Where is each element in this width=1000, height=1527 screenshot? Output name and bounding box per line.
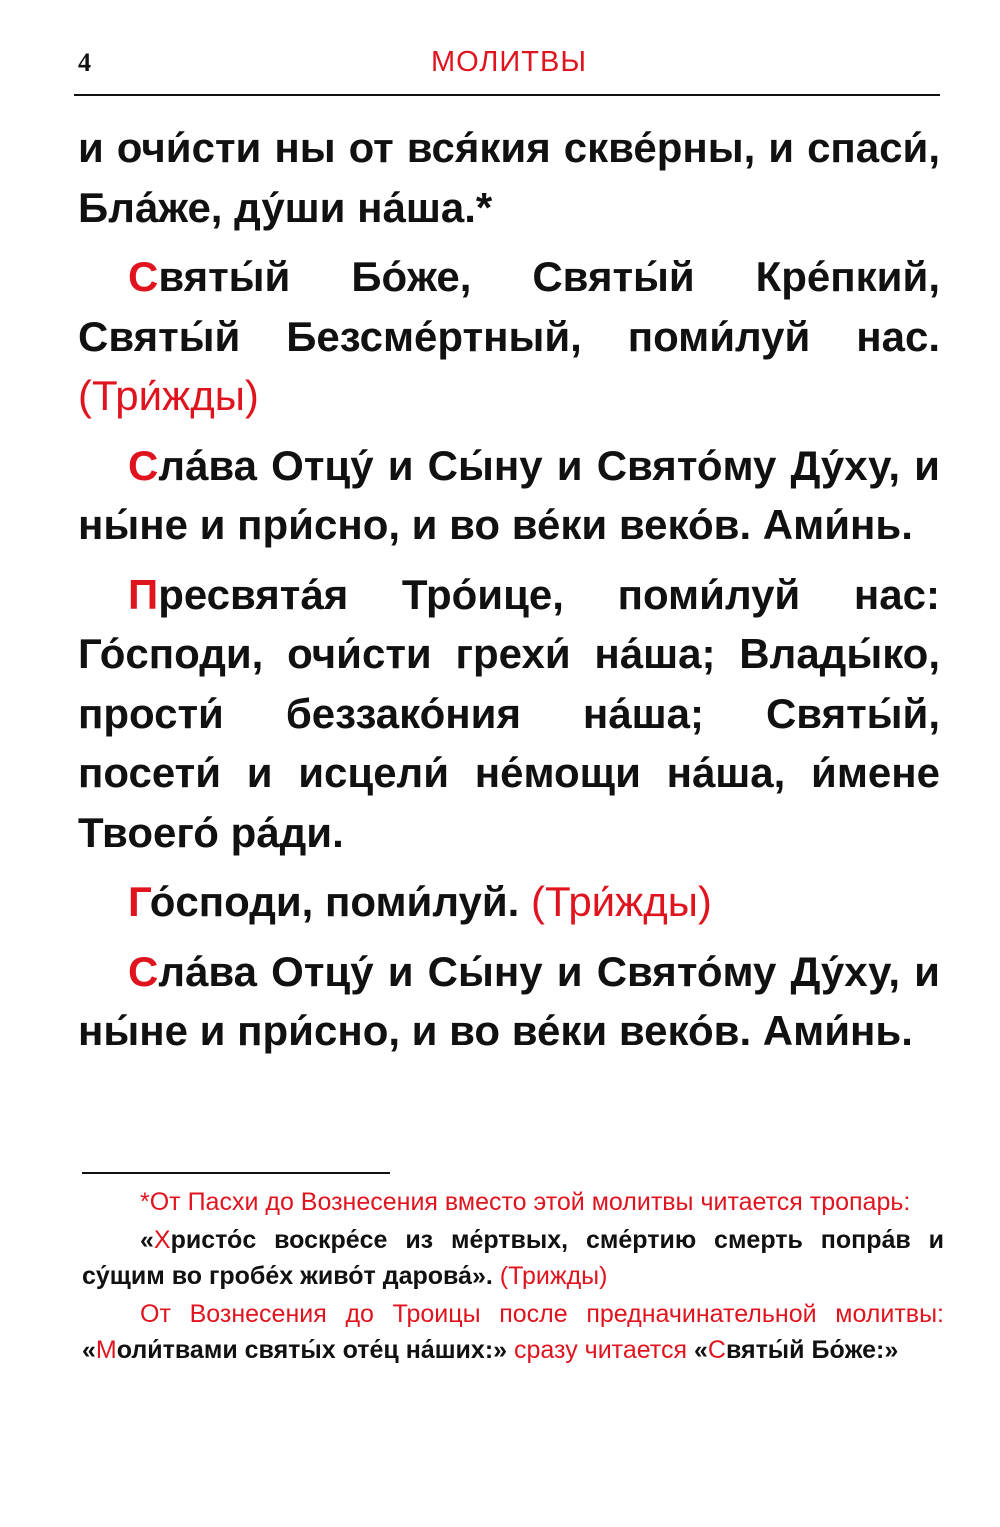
page-header [78,40,940,84]
header-rule [74,94,940,96]
rubric-thrice: (Три́жды) [531,878,712,925]
footnote-text: сразу читается [514,1336,688,1364]
footnote-text: От Вознесения до Троицы после предначинательной молитвы: [140,1300,944,1328]
paragraph-text: о́споди, поми́луй. [149,878,520,925]
footnote-text: *От Пасхи до Вознесения вместо этой молитвы читается тропарь: [140,1188,911,1216]
paragraph-text: и очи́сти ны от вся́кия скве́рны, и спаси́, Бла́же, ду́ши на́ша.* [78,124,940,231]
footnote-rule [82,1172,390,1174]
drop-initial: П [128,570,159,618]
drop-initial: С [128,441,159,489]
page-number: 4 [78,48,91,77]
rubric-thrice: (Трижды) [499,1262,608,1290]
paragraph-lord-have-mercy [78,872,940,932]
paragraph-glory [78,436,940,555]
drop-initial: С [707,1336,726,1364]
footnotes [82,1184,944,1370]
drop-initial: С [128,253,159,300]
drop-initial: С [128,947,159,995]
quoted-prayer: оли́твами святы́х оте́ц на́ших:» [116,1336,508,1364]
footnote-ascension: От Вознесения до Троицы после предначинательной молитвы: «Моли́твами святы́х оте́ц на́ших:» сразу читается «Святы́й Бо́же:» [82,1300,944,1364]
paragraph-trisagion [78,247,940,426]
paragraph-text: вяты́й Бо́же, Святы́й Кре́пкий, Святы́й Безсме́ртный, поми́луй нас. [78,253,940,360]
paragraph-trinity [78,565,940,863]
running-title: МОЛИТВЫ [431,46,587,78]
paragraph-text: ресвята́я Тро́ице, поми́луй нас: Го́споди, очи́сти грехи́ на́ша; Влады́ко, прости́ беззако́ния на́ша; Святы́й, посети́ и исцели́ не́мощи на́ша, и́мене Твоего́ ра́ди. [78,570,940,856]
drop-initial: Х [153,1226,171,1254]
paragraph [78,118,940,237]
footnote-intro [82,1184,944,1220]
prayer-text [78,118,940,1071]
paragraph-text: ла́ва Отцу́ и Сы́ну и Свято́му Ду́ху, и ны́не и при́сно, и во ве́ки веко́в. Ами́нь. [78,947,940,1054]
rubric-thrice: (Три́жды) [78,372,259,419]
drop-initial: М [95,1336,117,1364]
paragraph-text: ла́ва Отцу́ и Сы́ну и Свято́му Ду́ху, и ны́не и при́сно, и во ве́ки веко́в. Ами́нь. [78,441,940,548]
troparion-text: ристо́с воскре́се из ме́ртвых, сме́ртию смерть попра́в и су́щим во гробе́х живо́т дарова́». [82,1226,944,1290]
quoted-prayer: вяты́й Бо́же:» [725,1336,899,1364]
drop-initial: Г [128,878,150,925]
paragraph-glory [78,942,940,1061]
footnote-troparion: «Христо́с воскре́се из ме́ртвых, сме́ртию смерть попра́в и су́щим во гробе́х живо́т дарова́». (Трижды) [82,1226,944,1290]
